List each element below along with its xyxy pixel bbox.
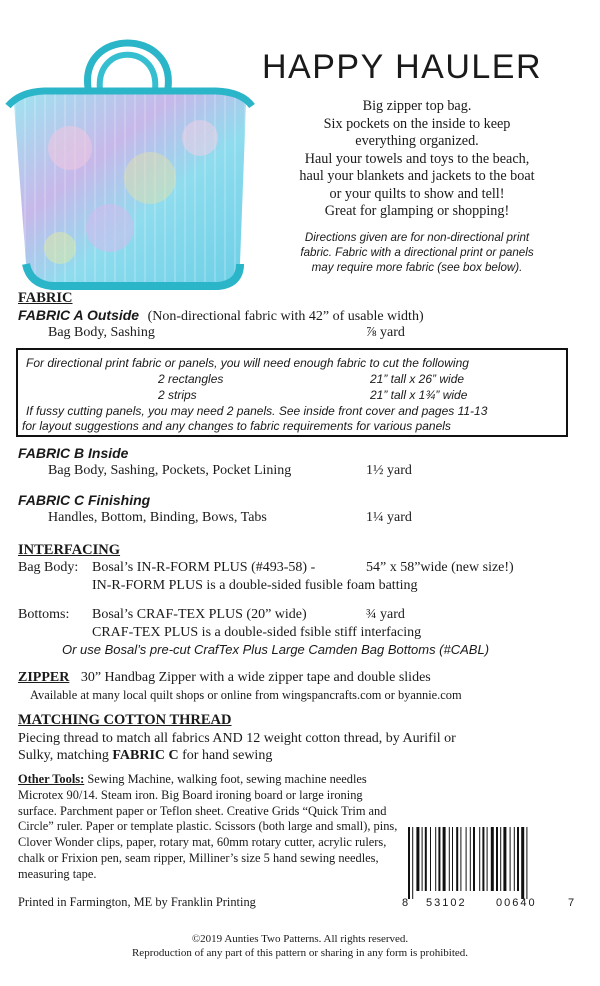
fabric-b-qty: 1½ yard — [366, 463, 412, 478]
box-line: If fussy cutting panels, you may need 2 panels. See inside front cover and pages 11-13 — [26, 404, 488, 418]
zipper-row — [18, 670, 431, 686]
box-strip-size: 21” tall x 1¾” wide — [370, 388, 468, 402]
fabric-b-item: Bag Body, Sashing, Pockets, Pocket Lining — [48, 463, 292, 478]
box-rect-size: 21” tall x 26” wide — [370, 372, 465, 386]
fabric-a-label: FABRIC A Outside — [18, 307, 140, 323]
thread-fabric-c: FABRIC C — [112, 748, 179, 763]
bag-photo — [0, 18, 255, 293]
page-title: HAPPY HAULER — [262, 48, 543, 86]
other-tools-text: Sewing Machine, walking foot, sewing machine needles Microtex 90/14. Steam iron. Big Board ironing board or large ironing surface. Parchment paper or Teflon sheet. Creative Grids “Quick Trim and Circle” ruler. Paper or template plastic. Scissors (both large and small), pins, Clover Wonder clips, paper, rotary mat, 60mm rotary cutter, acrylic rulers, chalk or Frixion pen, seam ripper, Milliner’s size 5 hand sewing needles, measuring tape. — [18, 772, 398, 881]
fabric-c-item: Handles, Bottom, Binding, Bows, Tabs — [48, 510, 267, 525]
intro-line: Big zipper top bag. — [362, 98, 472, 114]
other-tools — [18, 772, 398, 883]
barcode-digit: 7 — [568, 897, 575, 909]
fabric-a-row — [18, 307, 424, 325]
directional-fabric-box — [16, 348, 568, 437]
thread-heading: MATCHING COTTON THREAD — [18, 712, 232, 728]
intro-line: Great for glamping or shopping! — [324, 203, 510, 219]
fabric-a-qty: ⅞ yard — [366, 325, 405, 340]
directions-note — [258, 230, 576, 275]
box-strip-label: 2 strips — [158, 388, 197, 402]
intro-line: Six pockets on the inside to keep — [323, 115, 511, 132]
directions-line: may require more fabric (see box below). — [311, 261, 523, 274]
barcode-digit: 8 — [402, 897, 409, 909]
intro-line: haul your blankets and jackets to the boat — [299, 168, 535, 184]
zipper-text: 30” Handbag Zipper with a wide zipper tape and double slides — [80, 670, 431, 685]
fabric-c-label: FABRIC C Finishing — [18, 492, 151, 508]
barcode-bars — [400, 827, 580, 899]
fabric-a-item: Bag Body, Sashing — [48, 325, 155, 340]
fabric-a-note: (Non-directional fabric with 42” of usable width) — [147, 309, 424, 324]
thread-line: Piecing thread to match all fabrics AND 12 weight cotton thread, by Aurifil or — [18, 731, 456, 746]
bottoms-label: Bottoms: — [18, 607, 70, 622]
box-rect-label: 2 rectangles — [158, 372, 224, 386]
bottoms-alternative: Or use Bosal’s pre-cut CrafTex Plus Large Camden Bag Bottoms (#CABL) — [62, 642, 490, 657]
interfacing-heading: INTERFACING — [18, 542, 121, 558]
fabric-b-label: FABRIC B Inside — [18, 445, 129, 461]
thread-line-text: Sulky, matching — [18, 748, 113, 763]
bottoms-qty: ¾ yard — [366, 607, 405, 622]
other-tools-label: Other Tools: — [18, 772, 85, 786]
thread-text — [18, 730, 456, 764]
barcode — [400, 827, 580, 917]
bag-body-desc: IN-R-FORM PLUS is a double-sided fusible foam batting — [92, 578, 418, 593]
box-line: For directional print fabric or panels, you will need enough fabric to cut the following — [26, 356, 469, 370]
zipper-availability: Available at many local quilt shops or online from wingspancrafts.com or byannie.com — [30, 688, 462, 702]
thread-line — [18, 747, 456, 764]
intro-line: Haul your towels and toys to the beach, — [304, 150, 530, 167]
box-line: for layout suggestions and any changes to fabric requirements for various panels — [22, 419, 451, 433]
barcode-digit: 53102 — [426, 897, 467, 909]
bottoms-product: Bosal’s CRAF-TEX PLUS (20” wide) — [92, 607, 307, 622]
bag-body-size: 54” x 58”wide (new size!) — [366, 560, 514, 575]
thread-line-text: for hand sewing — [178, 748, 273, 763]
zipper-label: ZIPPER — [18, 670, 70, 685]
directions-line: Directions given are for non-directional print — [304, 231, 530, 244]
fabric-heading: FABRIC — [18, 290, 73, 306]
reproduction-notice: Reproduction of any part of this pattern or sharing in any form is prohibited. — [131, 947, 469, 959]
barcode-digit: 00640 — [496, 897, 537, 909]
bag-body-product: Bosal’s IN-R-FORM PLUS (#493-58) - — [92, 560, 316, 575]
intro-line: everything organized. — [355, 133, 479, 149]
bottoms-desc: CRAF-TEX PLUS is a double-sided fsible stiff interfacing — [92, 625, 422, 640]
fabric-c-qty: 1¼ yard — [366, 510, 412, 525]
intro-line: or your quilts to show and tell! — [329, 185, 505, 202]
copyright: ©2019 Aunties Two Patterns. All rights reserved. — [191, 933, 409, 945]
intro-text — [262, 98, 572, 221]
directions-line: fabric. Fabric with a directional print or panels — [300, 246, 534, 259]
bag-body-label: Bag Body: — [18, 560, 79, 575]
printed-by: Printed in Farmington, ME by Franklin Printing — [18, 895, 256, 909]
